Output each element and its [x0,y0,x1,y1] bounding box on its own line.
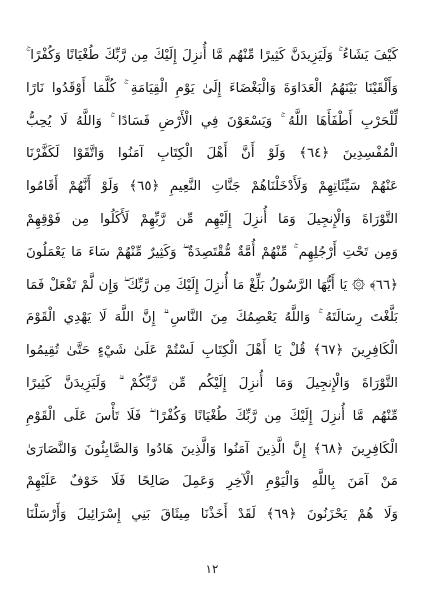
text-line: عَنْهُمْ سَيِّئَاتِهِمْ وَلَأَدْخَلْنَاهُمْ جَنَّاتِ النَّعِيمِ ﴿٦٥﴾ وَلَوْ أَنَّهُمْ أَقَامُوا [26,179,398,195]
text-line: التَّوْرَاةَ وَالْإِنجِيلَ وَمَا أُنزِلَ إِلَيْهِم مِّن رَّبِّهِمْ لَأَكَلُوا مِن فَوْقِهِمْ [26,211,398,227]
text-line: لِّلْحَرْبِ أَطْفَأَهَا اللَّهُ ۚ وَيَسْعَوْنَ فِي الْأَرْضِ فَسَادًا ۚ وَاللَّهُ لَا يُحِبُّ [26,113,398,129]
quran-text-block [26,40,398,532]
text-line: الْكَافِرِينَ ﴿٦٧﴾ قُلْ يَا أَهْلَ الْكِتَابِ لَسْتُمْ عَلَىٰ شَيْءٍ حَتَّىٰ تُقِيمُوا [26,343,398,359]
text-line: الْمُفْسِدِينَ ﴿٦٤﴾ وَلَوْ أَنَّ أَهْلَ الْكِتَابِ آمَنُوا وَاتَّقَوْا لَكَفَّرْنَا [26,146,398,162]
text-line: وَلَا هُمْ يَحْزَنُونَ ﴿٦٩﴾ لَقَدْ أَخَذْنَا مِيثَاقَ بَنِي إِسْرَائِيلَ وَأَرْسَلْنَا [26,507,398,523]
text-line: كَيْفَ يَشَاءُ ۚ وَلَيَزِيدَنَّ كَثِيرًا مِّنْهُم مَّا أُنزِلَ إِلَيْكَ مِن رَّبِّكَ طُغْيَانًا وَكُفْرًا ۚ [26,48,398,63]
page-number: ١٢ [205,562,219,576]
text-line: بَلَّغْتَ رِسَالَتَهُ ۚ وَاللَّهُ يَعْصِمُكَ مِنَ النَّاسِ ۗ إِنَّ اللَّهَ لَا يَهْدِي الْقَوْمَ [26,310,398,326]
text-line: الْكَافِرِينَ ﴿٦٨﴾ إِنَّ الَّذِينَ آمَنُوا وَالَّذِينَ هَادُوا وَالصَّابِئُونَ وَالنَّصَارَىٰ [26,441,398,457]
text-line: وَأَلْقَيْنَا بَيْنَهُمُ الْعَدَاوَةَ وَالْبَغْضَاءَ إِلَىٰ يَوْمِ الْقِيَامَةِ ۚ كُلَّمَا أَوْقَدُوا نَارًا [26,80,398,96]
text-line: وَمِن تَحْتِ أَرْجُلِهِم ۚ مِّنْهُمْ أُمَّةٌ مُّقْتَصِدَةٌ ۖ وَكَثِيرٌ مِّنْهُمْ سَاءَ مَا يَعْمَلُونَ [26,244,398,260]
text-line: التَّوْرَاةَ وَالْإِنجِيلَ وَمَا أُنزِلَ إِلَيْكُم مِّن رَّبِّكُمْ ۗ وَلَيَزِيدَنَّ كَثِيرًا [26,375,398,391]
text-line: ﴿٦٦﴾ ۞ يَا أَيُّهَا الرَّسُولُ بَلِّغْ مَا أُنزِلَ إِلَيْكَ مِن رَّبِّكَ ۖ وَإِن لَّمْ تَفْعَلْ فَمَا [26,277,398,293]
text-line: مَنْ آمَنَ بِاللَّهِ وَالْيَوْمِ الْآخِرِ وَعَمِلَ صَالِحًا فَلَا خَوْفٌ عَلَيْهِمْ [26,474,398,490]
text-line: مِّنْهُم مَّا أُنزِلَ إِلَيْكَ مِن رَّبِّكَ طُغْيَانًا وَكُفْرًا ۖ فَلَا تَأْسَ عَلَى الْقَوْمِ [26,408,398,424]
